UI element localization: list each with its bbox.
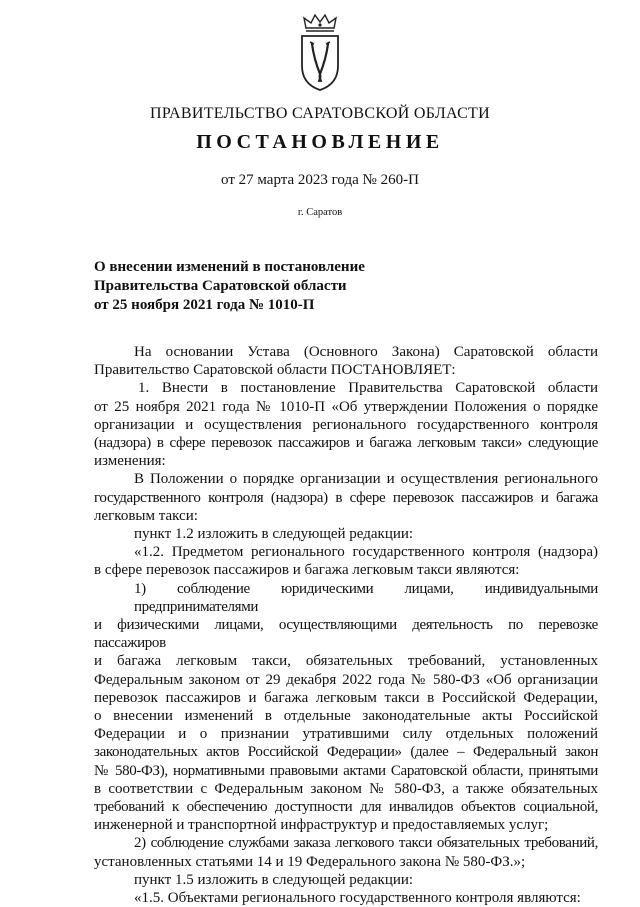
body-line: требований к обеспечению доступности для инвалидов объектов социальной, — [94, 799, 598, 816]
government-name: ПРАВИТЕЛЬСТВО САРАТОВСКОЙ ОБЛАСТИ — [150, 105, 490, 122]
body-line: и физическими лицами, осуществляющими деятельность по перевозке пассажиров — [94, 617, 598, 652]
body-line: Федеральным законом от 29 декабря 2022 года № 580-ФЗ «Об организации — [94, 671, 598, 688]
subject-line: О внесении изменений в постановление — [94, 259, 365, 275]
body-line: Федерации и о признании утратившими силу отдельных положений — [94, 726, 598, 743]
body-line: изменения: — [94, 453, 166, 470]
body-line: установленных статьями 14 и 19 Федерального закона № 580-ФЗ.»; — [94, 853, 526, 870]
body-line: государственного контроля (надзора) в сфере перевозок пассажиров и багажа — [94, 489, 598, 506]
body-line: 2) соблюдение службами заказа легкового такси обязательных требований, — [134, 835, 598, 852]
body-line: «1.2. Предметом регионального государственного контроля (надзора) — [134, 544, 598, 561]
subject-line: от 25 ноября 2021 года № 1010-П — [94, 297, 315, 313]
document-subject — [94, 258, 365, 315]
body-line: 1. Внести в постановление Правительства Саратовской области — [138, 380, 598, 397]
body-line: перевозок пассажиров и багажа легковым такси в Российской Федерации, — [94, 689, 598, 706]
body-line: законодательных актов Российской Федерации» (далее – Федеральный закон — [94, 744, 598, 761]
document-date-number: от 27 марта 2023 года № 260-П — [221, 172, 419, 188]
document-body — [94, 343, 598, 907]
body-line: На основании Устава (Основного Закона) Саратовской области — [134, 344, 598, 360]
body-line: (надзора) в сфере перевозок пассажиров и багажа легковым такси» следующие — [94, 435, 598, 452]
body-line: о внесении изменений в отдельные законодательные акты Российской — [94, 708, 598, 725]
body-line: «1.5. Объектами регионального государственного контроля являются: — [134, 890, 581, 907]
body-line: 1) соблюдение юридическими лицами, индивидуальными предпринимателями — [134, 580, 598, 615]
subject-line: Правительства Саратовской области — [94, 278, 347, 294]
body-line: от 25 ноября 2021 года № 1010-П «Об утверждении Положения о порядке — [94, 398, 598, 415]
body-line: пункт 1.2 изложить в следующей редакции: — [134, 526, 414, 543]
body-line: № 580-ФЗ), нормативными правовыми актами Саратовской области, принятыми — [94, 762, 598, 779]
saratov-coat-of-arms-icon — [298, 14, 342, 92]
document-type: ПОСТАНОВЛЕНИЕ — [196, 131, 444, 153]
body-line: в соответствии с Федеральным законом № 580-ФЗ, а также обязательных — [94, 780, 598, 797]
body-line: Правительство Саратовской области ПОСТАНОВЛЯЕТ: — [94, 362, 456, 379]
body-line: организации и осуществления регионального государственного контроля — [94, 416, 598, 433]
body-line: легковым такси: — [94, 507, 198, 524]
body-line: в сфере перевозок пассажиров и багажа легковым такси являются: — [94, 562, 520, 579]
body-line: и багажа легковым такси, обязательных требований, установленных — [94, 653, 598, 670]
body-line: инженерной и транспортной инфраструктур и предоставляемых услуг; — [94, 817, 549, 834]
body-line: В Положении о порядке организации и осуществления регионального — [134, 471, 598, 488]
body-line: пункт 1.5 изложить в следующей редакции: — [134, 871, 414, 888]
document-city: г. Саратов — [297, 207, 343, 218]
